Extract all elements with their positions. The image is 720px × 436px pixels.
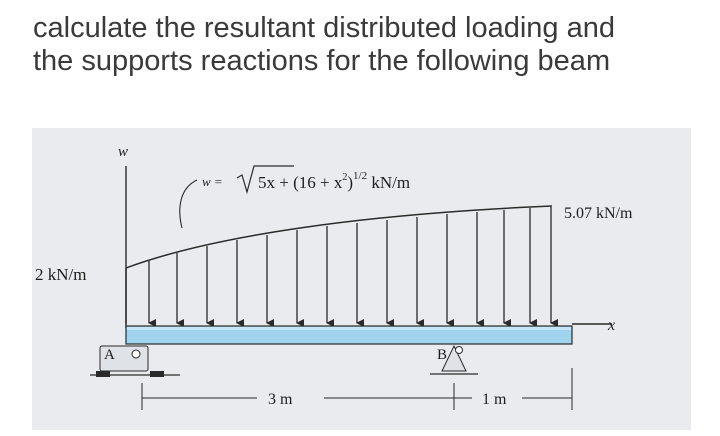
support-b-label: B <box>437 347 448 363</box>
dimension-lines <box>142 368 572 410</box>
w-axis-label: w <box>118 144 129 160</box>
equation-radicand-b: ) <box>347 173 354 192</box>
x-axis-label: x <box>608 317 616 334</box>
equation-exponent: 1/2 <box>353 170 368 182</box>
question-line-2: the supports reactions for the following beam <box>33 45 611 77</box>
equation-lhs: w = <box>202 174 223 189</box>
right-load-label: 5.07 kN/m <box>564 205 633 222</box>
dimension-ab-label: 3 m <box>268 391 293 408</box>
beam-figure <box>32 128 691 430</box>
equation-units: kN/m <box>371 173 411 192</box>
equation-leader <box>180 180 197 228</box>
svg-text:5x + (16 + x2)1/2 kN/m <box>258 170 410 192</box>
equation-radicand-a: 5x + (16 + x <box>258 173 343 192</box>
load-curve <box>126 206 552 268</box>
question-text <box>33 12 703 78</box>
support-a <box>90 346 180 377</box>
dimension-overhang-label: 1 m <box>482 391 507 408</box>
load-equation <box>202 166 410 192</box>
equation-square: 2 <box>342 172 348 183</box>
question-line-1: calculate the resultant distributed loading and <box>33 12 615 44</box>
load-arrows <box>149 207 551 323</box>
support-a-label: A <box>104 347 115 363</box>
beam-highlight <box>127 327 571 330</box>
support-b <box>430 346 478 374</box>
left-load-label: 2 kN/m <box>35 265 87 284</box>
